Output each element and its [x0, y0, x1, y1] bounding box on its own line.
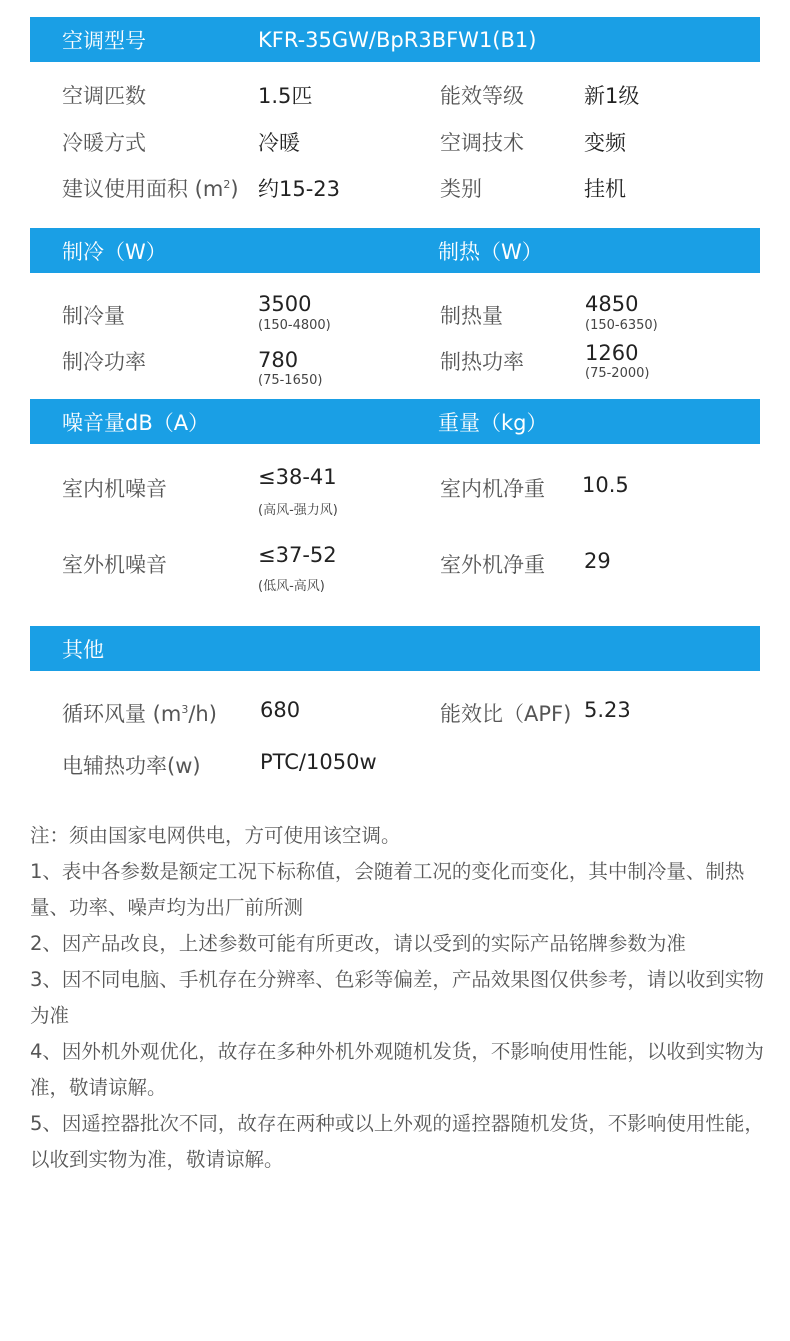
heater-value: PTC/1050w — [260, 750, 377, 774]
in-weight-label: 室内机净重 — [440, 477, 545, 501]
model-header-bar — [30, 17, 760, 62]
heat-cap-range: (150-6350) — [585, 318, 658, 333]
other-header: 其他 — [62, 637, 104, 662]
heat-cap-value: 4850 — [585, 292, 639, 316]
eff-label: 能效等级 — [440, 84, 524, 108]
eff-value: 新1级 — [584, 84, 640, 108]
model-value: KFR-35GW/BpR3BFW1(B1) — [258, 27, 537, 52]
heat-header: 制热（W） — [438, 239, 543, 264]
cool-header: 制冷（W） — [62, 239, 167, 264]
note-item: 5、因遥控器批次不同，故存在两种或以上外观的遥控器随机发货，不影响使用性能，以收到实物为准，敬请谅解。 — [30, 1112, 764, 1171]
out-noise-value: ≤37-52 — [258, 543, 337, 567]
out-noise-label: 室外机噪音 — [62, 553, 167, 577]
in-weight-value: 10.5 — [582, 473, 629, 497]
in-noise-label: 室内机噪音 — [62, 477, 167, 501]
hp-value: 1.5匹 — [258, 84, 313, 108]
cool-pow-range: (75-1650) — [258, 373, 323, 388]
notes-block — [30, 818, 770, 1178]
heater-label: 电辅热功率(w) — [62, 754, 201, 778]
type-label: 类别 — [440, 177, 482, 201]
noise-header-bar — [30, 399, 760, 444]
heat-cap-label: 制热量 — [440, 304, 503, 328]
note-item: 2、因产品改良，上述参数可能有所更改，请以受到的实际产品铭牌参数为准 — [30, 932, 686, 955]
hp-label: 空调匹数 — [62, 84, 146, 108]
other-header-bar — [30, 626, 760, 671]
area-label: 建议使用面积 $(m^2)$ — [62, 177, 239, 201]
heat-pow-range: (75-2000) — [585, 366, 650, 381]
cool-cap-value: 3500 — [258, 292, 312, 316]
airflow-label: 循环风量 $(m^3/h)$ — [62, 702, 217, 726]
airflow-value: 680 — [260, 698, 301, 722]
note-item: 4、因外机外观优化，故存在多种外机外观随机发货，不影响使用性能，以收到实物为准，敬请谅解。 — [30, 1040, 764, 1099]
noise-header: 噪音量dB（A） — [62, 410, 210, 435]
out-weight-value: 29 — [584, 549, 611, 573]
note-intro: 注：须由国家电网供电，方可使用该空调。 — [30, 824, 401, 847]
cool-cap-range: (150-4800) — [258, 318, 331, 333]
cool-cap-label: 制冷量 — [62, 304, 125, 328]
tech-value: 变频 — [584, 131, 626, 155]
in-noise-note: (高风-强力风) — [258, 503, 338, 518]
type-value: 挂机 — [584, 177, 626, 201]
note-item: 3、因不同电脑、手机存在分辨率、色彩等偏差，产品效果图仅供参考，请以收到实物为准 — [30, 968, 764, 1027]
cool-pow-value: 780 — [258, 348, 299, 372]
out-weight-label: 室外机净重 — [440, 553, 545, 577]
area-value: 约15-23 — [258, 177, 341, 201]
capacity-header-bar — [30, 228, 760, 273]
note-item: 1、表中各参数是额定工况下标称值，会随着工况的变化而变化，其中制冷量、制热量、功率、噪声均为出厂前所测 — [30, 860, 745, 919]
apf-label: 能效比（APF) — [440, 702, 572, 726]
tech-label: 空调技术 — [440, 131, 524, 155]
apf-value: 5.23 — [584, 698, 631, 722]
mode-value: 冷暖 — [258, 131, 300, 155]
in-noise-value: ≤38-41 — [258, 465, 337, 489]
heat-pow-value: 1260 — [585, 341, 639, 365]
weight-header: 重量（kg） — [438, 410, 548, 435]
mode-label: 冷暖方式 — [62, 131, 146, 155]
cool-pow-label: 制冷功率 — [62, 350, 146, 374]
model-label: 空调型号 — [62, 28, 146, 53]
out-noise-note: (低风-高风) — [258, 579, 325, 594]
heat-pow-label: 制热功率 — [440, 350, 524, 374]
